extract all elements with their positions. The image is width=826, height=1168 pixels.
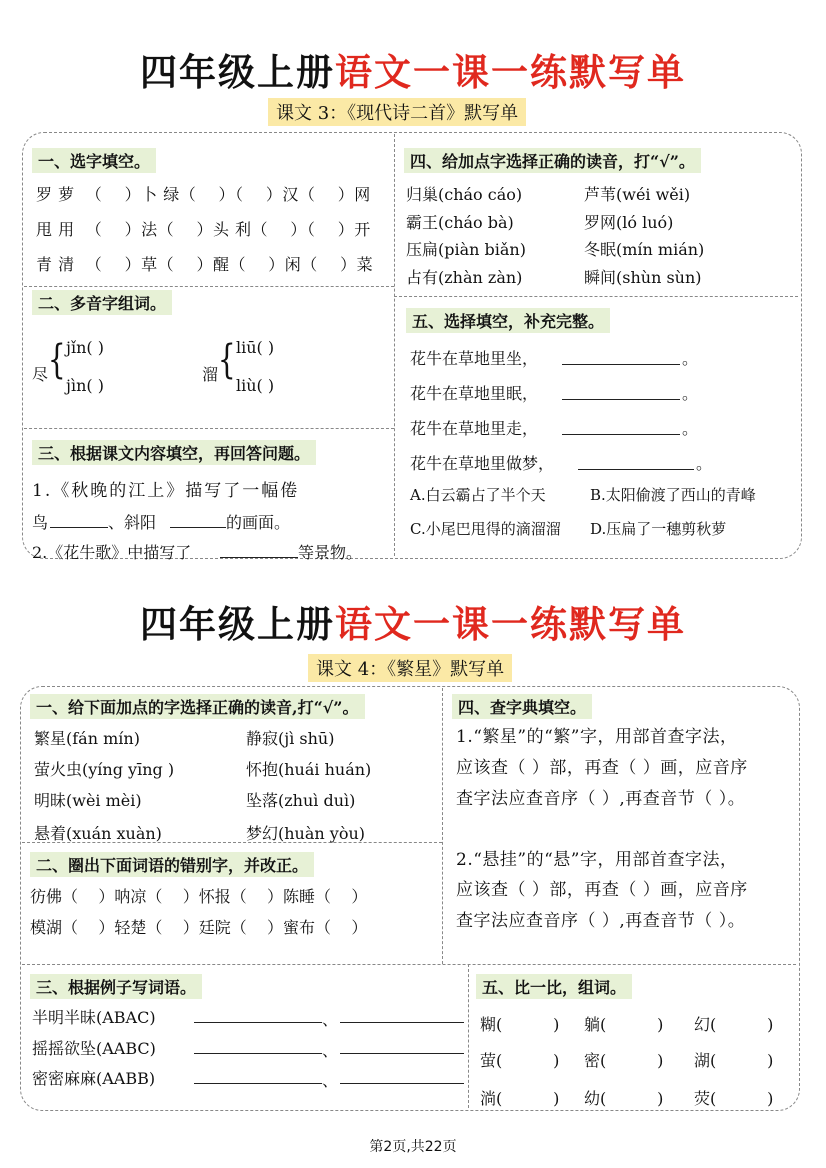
sheet2-divider-h2 xyxy=(22,964,796,965)
sheet1-subtitle: 课文 3：《现代诗二首》默写单 xyxy=(268,98,526,126)
fill-line-1a: 1.《秋晚的江上》描写了一幅倦 xyxy=(32,481,300,501)
complete-line: 花牛在草地里坐， xyxy=(410,349,539,368)
complete-line: 花牛在草地里走， xyxy=(410,419,539,438)
reading-item: 芦苇(wéi wěi) xyxy=(584,185,691,204)
reading-item: 怀抱(huái huán) xyxy=(246,760,372,779)
polyphone-reading: liù( ) xyxy=(236,376,275,395)
compare-item: 密( ) xyxy=(584,1051,664,1070)
reading-item: 冬眠(mín mián) xyxy=(584,240,705,259)
sheet1-title xyxy=(0,42,826,96)
dict-q2-line: 2.“悬挂”的“悬”字，用部首查字法， xyxy=(456,850,738,870)
pattern-example: 摇摇欲坠(AABC) xyxy=(32,1039,156,1058)
period: 。 xyxy=(682,384,699,403)
compare-item: 糊( ) xyxy=(480,1015,560,1034)
reading-item: 占有(zhàn zàn) xyxy=(406,268,523,287)
reading-item: 坠落(zhuì duì) xyxy=(246,791,356,810)
s1-4-heading: 四、给加点字选择正确的读音，打“√”。 xyxy=(404,148,701,173)
reading-item: 明昧(wèi mèi) xyxy=(34,791,142,810)
sheet2-divider-v2 xyxy=(468,964,469,1108)
separator: 、 xyxy=(322,1071,339,1090)
compare-item: 淌( ) xyxy=(480,1089,560,1108)
blank-line[interactable] xyxy=(340,1053,464,1054)
blank-line[interactable] xyxy=(194,1053,322,1054)
sheet2-subtitle: 课文 4：《繁星》默写单 xyxy=(308,654,512,682)
s1-1-row: 罗 萝 （ ）卜 绿（ ）（ ）汉（ ）网 xyxy=(36,185,371,204)
separator: 、 xyxy=(322,1041,339,1060)
polyphone-char-2: 溜 xyxy=(202,365,219,384)
dict-q1-line: 1.“繁星”的“繁”字，用部首查字法， xyxy=(456,727,738,747)
compare-item: 萤( ) xyxy=(480,1051,560,1070)
sheet1-title-black: 四年级上册 xyxy=(140,50,335,94)
fill-line-2a: 2.《花牛歌》中描写了 xyxy=(32,543,192,562)
dict-q2-line: 查字法应查音序（ ）,再查音节（ ）。 xyxy=(456,911,746,931)
fill-line-1b-c: 的画面。 xyxy=(226,513,291,532)
fill-line-1b-a: 鸟 xyxy=(32,513,49,532)
s1-1-row: 青 清 （ ）草（ ）醒（ ）闲（ ）菜 xyxy=(36,255,374,274)
option: C.小尾巴甩得的滴溜溜 xyxy=(410,520,561,538)
sheet2-title-red: 语文一课一练默写单 xyxy=(335,602,686,646)
dict-q2-line: 应该查（ ）部，再查（ ）画，应音序 xyxy=(456,880,748,900)
s2-4-heading: 四、查字典填空。 xyxy=(452,694,592,719)
reading-item: 梦幻(huàn yòu) xyxy=(246,824,366,843)
blank-line[interactable] xyxy=(170,527,226,528)
s2-2-heading: 二、圈出下面词语的错别字，并改正。 xyxy=(30,852,314,877)
compare-item: 躺( ) xyxy=(584,1015,664,1034)
reading-item: 归巢(cháo cáo) xyxy=(406,185,523,204)
s1-5-heading: 五、选择填空，补充完整。 xyxy=(406,308,610,333)
reading-item: 霸王(cháo bà) xyxy=(406,213,514,232)
polyphone-char-1: 尽 xyxy=(32,365,49,384)
reading-item: 静寂(jì shū) xyxy=(246,729,335,748)
compare-item: 荧( ) xyxy=(694,1089,774,1108)
page-footer: 第2页,共22页 xyxy=(369,1139,457,1155)
blank-line[interactable] xyxy=(562,364,680,365)
polyphone-reading: jǐn( ) xyxy=(66,338,104,357)
sheet1-divider-h3 xyxy=(394,296,798,297)
sheet2-divider-v1 xyxy=(442,688,443,964)
fill-line-1b-b: 、斜阳 xyxy=(108,513,157,532)
complete-line: 花牛在草地里眠， xyxy=(410,384,539,403)
blank-line[interactable] xyxy=(220,557,298,558)
fill-line-2b: 等景物。 xyxy=(298,543,363,562)
reading-item: 压扁(piàn biǎn) xyxy=(406,240,526,259)
s2-1-heading: 一、给下面加点的字选择正确的读音,打“√”。 xyxy=(30,694,365,719)
s2-5-heading: 五、比一比，组词。 xyxy=(476,974,632,999)
typo-row: 彷佛（ ）呐凉（ ）怀报（ ）陈睡（ ） xyxy=(30,887,368,906)
option: A.白云霸占了半个天 xyxy=(410,486,546,504)
sheet2-title xyxy=(0,594,826,648)
dict-q1-line: 查字法应查音序（ ）,再查音节（ ）。 xyxy=(456,789,746,809)
blank-line[interactable] xyxy=(562,399,680,400)
compare-item: 幻( ) xyxy=(694,1015,774,1034)
blank-line[interactable] xyxy=(340,1083,464,1084)
blank-line[interactable] xyxy=(562,434,680,435)
reading-item: 罗网(ló luó) xyxy=(584,213,674,232)
blank-line[interactable] xyxy=(50,527,108,528)
polyphone-reading: liū( ) xyxy=(236,338,275,357)
period: 。 xyxy=(682,349,699,368)
separator: 、 xyxy=(322,1010,339,1029)
polyphone-reading: jìn( ) xyxy=(66,376,104,395)
sheet1-divider-h2 xyxy=(24,428,394,429)
s1-3-heading: 三、根据课文内容填空，再回答问题。 xyxy=(32,440,316,465)
blank-line[interactable] xyxy=(194,1022,322,1023)
sheet2-title-black: 四年级上册 xyxy=(140,602,335,646)
blank-line[interactable] xyxy=(340,1022,464,1023)
s1-1-row: 甩 用 （ ）法（ ）头 利（ ）（ ）开 xyxy=(36,220,371,239)
s2-3-heading: 三、根据例子写词语。 xyxy=(30,974,202,999)
compare-item: 湖( ) xyxy=(694,1051,774,1070)
reading-item: 萤火虫(yíng yīng ) xyxy=(34,760,175,779)
brace-2: { xyxy=(217,337,236,383)
sheet1-title-red: 语文一课一练默写单 xyxy=(335,50,686,94)
sheet1-divider-v xyxy=(394,134,395,556)
brace-1: { xyxy=(47,337,66,383)
pattern-example: 半明半昧(ABAC) xyxy=(32,1008,156,1027)
blank-line[interactable] xyxy=(194,1083,322,1084)
typo-row: 模湖（ ）轻楚（ ）廷院（ ）蜜布（ ） xyxy=(30,918,368,937)
option: D.压扁了一穗剪秋萝 xyxy=(590,520,727,538)
s1-2-heading: 二、多音字组词。 xyxy=(32,290,172,315)
reading-item: 瞬间(shùn sùn) xyxy=(584,268,702,287)
reading-item: 悬着(xuán xuàn) xyxy=(34,824,162,843)
dict-q1-line: 应该查（ ）部，再查（ ）画，应音序 xyxy=(456,758,748,778)
period: 。 xyxy=(696,454,713,473)
pattern-example: 密密麻麻(AABB) xyxy=(32,1069,156,1088)
period: 。 xyxy=(682,419,699,438)
blank-line[interactable] xyxy=(578,469,694,470)
sheet1-divider-h1 xyxy=(24,286,394,287)
reading-item: 繁星(fán mín) xyxy=(34,729,140,748)
option: B.太阳偷渡了西山的青峰 xyxy=(590,486,756,504)
compare-item: 幼( ) xyxy=(584,1089,664,1108)
complete-line: 花牛在草地里做梦， xyxy=(410,454,555,473)
s1-1-heading: 一、选字填空。 xyxy=(32,148,156,173)
